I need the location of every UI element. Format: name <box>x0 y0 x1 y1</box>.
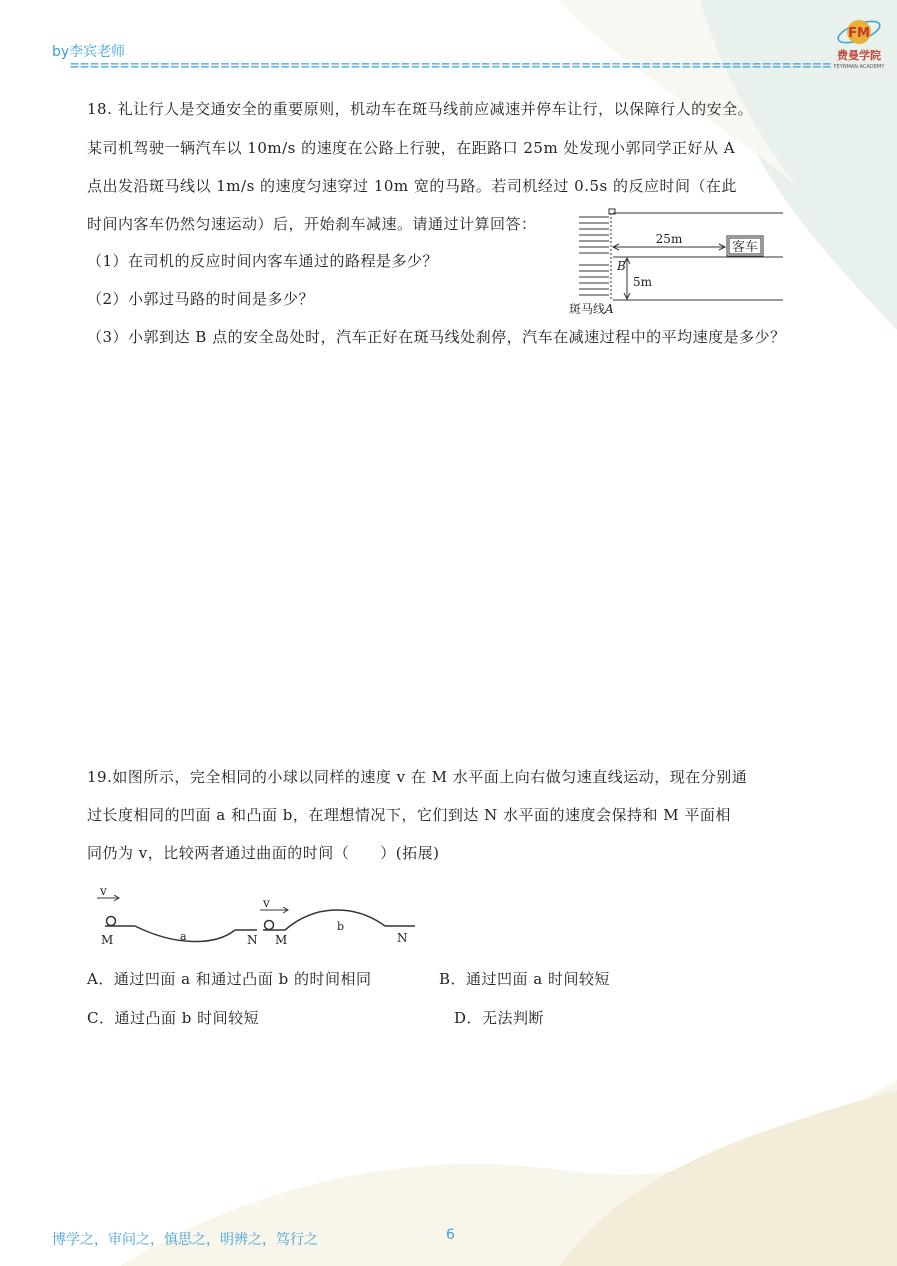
q18-line-3: 点出发沿斑马线以 1m/s 的速度匀速穿过 10m 宽的马路。若司机经过 0.5s 的反应时间（在此 <box>87 177 737 195</box>
q18-subquestion-3: （3）小郭到达 B 点的安全岛处时，汽车正好在斑马线处刹停，汽车在减速过程中的平均速度是多少？ <box>87 328 786 346</box>
n-label-right: N <box>397 931 408 945</box>
author-label: by李宾老师 <box>52 44 126 60</box>
q19-option-d[interactable]: D．无法判断 <box>454 1009 545 1027</box>
surface-b-label: b <box>337 920 345 933</box>
header-divider: ============================================================================ <box>70 58 832 73</box>
q19-option-c[interactable]: C．通过凸面 b 时间较短 <box>87 1009 260 1027</box>
q19-option-a[interactable]: A．通过凹面 a 和通过凸面 b 的时间相同 <box>87 970 372 988</box>
point-a-label: A <box>605 302 614 316</box>
svg-text:费曼学院: 费曼学院 <box>837 49 881 62</box>
q18-road-diagram <box>565 205 790 320</box>
svg-text:FEYNMAN ACADEMY: FEYNMAN ACADEMY <box>833 64 885 70</box>
q18-line-1: 18. 礼让行人是交通安全的重要原则，机动车在斑马线前应减速并停车让行，以保障行人的安全。 <box>87 100 754 118</box>
q18-line-4: 时间内客车仍然匀速运动）后，开始刹车减速。请通过计算回答： <box>87 215 537 233</box>
q19-line-1: 19.如图所示，完全相同的小球以同样的速度 v 在 M 水平面上向右做匀速直线运动，现在分别通 <box>87 768 748 786</box>
page-number: 6 <box>446 1227 455 1243</box>
velocity-label-left: v <box>100 886 107 898</box>
n-label-left: N <box>247 933 258 947</box>
q19-line-3: 同仍为 v，比较两者通过曲面的时间（ ）(拓展) <box>87 844 440 862</box>
q19-surfaces-diagram <box>85 886 425 952</box>
m-label-left: M <box>101 933 114 947</box>
width-label: 5m <box>633 275 653 289</box>
car-label: 客车 <box>731 240 759 255</box>
q19-line-2: 过长度相同的凹面 a 和凸面 b，在理想情况下，它们到达 N 水平面的速度会保持和 M 平面相 <box>87 806 731 824</box>
surface-a-label: a <box>180 930 187 943</box>
q18-subquestion-1: （1）在司机的反应时间内客车通过的路程是多少？ <box>87 252 439 270</box>
svg-text:FM: FM <box>848 26 870 41</box>
velocity-label-right: v <box>263 896 270 910</box>
q19-option-b[interactable]: B．通过凹面 a 时间较短 <box>439 970 611 988</box>
feynman-academy-logo <box>828 12 890 72</box>
point-b-label: B <box>617 259 626 273</box>
distance-label: 25m <box>655 232 683 246</box>
q18-line-2: 某司机驾驶一辆汽车以 10m/s 的速度在公路上行驶，在距路口 25m 处发现小郭同学正好从 A <box>87 139 736 157</box>
m-label-right: M <box>275 933 288 947</box>
q18-subquestion-2: （2）小郭过马路的时间是多少？ <box>87 290 315 308</box>
zebra-label: 斑马线 <box>569 302 606 316</box>
footer-motto: 博学之，审问之，慎思之，明辨之，笃行之 <box>52 1232 318 1248</box>
